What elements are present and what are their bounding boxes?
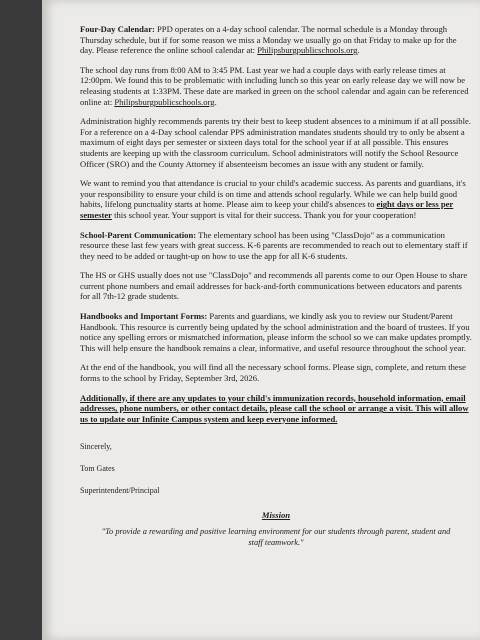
heading-handbooks-forms: Handbooks and Important Forms: xyxy=(80,311,208,322)
paragraph-contact-updates: Additionally, if there are any updates to your child's immunization records, household information, email addresses, phone numbers, or other contact details, please call the school or arrange a visit. This will allow us to update our Infinite Campus system and keep everyone informed. xyxy=(80,392,469,424)
mission-statement: "To provide a rewarding and positive learning environment for our students through parent, student and staff teamwork." xyxy=(101,527,451,547)
closing-text: Sincerely, xyxy=(80,442,112,452)
paragraph-calendar: Four-Day Calendar: PPD operates on a 4-day school calendar. The normal schedule is a Monday through Thursday schedule, but if for some reason we miss a Monday we usually go on that Friday to make up for the day. Please reference the online school calendar at: Philipsburgpublicschools.org. xyxy=(80,24,457,56)
letter-body xyxy=(80,24,472,548)
paragraph-absences: Administration highly recommends parents try their best to keep student absences to a minimum if at all possible. For a reference on a 4-Day school calendar PPS administration mandates students should try to only be absent a maximum of eight days per semester or sixteen days total for the school year if at all possible. This ensures students are keeping up with the classroom curriculum. School administrators will notify the School Resource Officer (SRO) and the County Attorney if absenteeism becomes an issue with any student or family. xyxy=(80,116,471,169)
mission-heading: Mission xyxy=(261,510,291,521)
paragraph-handbooks: Handbooks and Important Forms: Parents and guardians, we kindly ask you to review our Student/Parent Handbook. This resource is currently being updated by the school administration and the board of trustees. If you notice any spelling errors or mismatched information, please inform the school so we can make updates promptly. This will help ensure the handbook remains a clear, informative, and useful resource throughout the school year. xyxy=(80,311,472,353)
paragraph-forms-deadline: At the end of the handbook, you will find all the necessary school forms. Please sign, complete, and return these forms to the school by Friday, September 3rd, 2026. xyxy=(80,362,466,384)
paragraph-communication: School-Parent Communication: The elementary school has been using "ClassDojo" as a communication resource these last few years with great success. K-6 parents are recommended to reach out to elementary staff if they need to be added or taught-up on how to use the app for all K-6 students. xyxy=(80,229,468,261)
heading-four-day-calendar: Four-Day Calendar: xyxy=(80,24,155,34)
website-link[interactable]: Philipsburgpublicschools.org xyxy=(114,96,215,107)
website-link[interactable]: Philipsburgpublicschools.org xyxy=(257,45,358,56)
signoff xyxy=(80,442,472,496)
heading-school-parent-communication: School-Parent Communication: xyxy=(80,229,197,240)
paragraph-hs-communication: The HS or GHS usually does not use "ClassDojo" and recommends all parents come to our Open House to share current phone numbers and email addresses for back-and-forth communications between educators and parents for all 7th-12 grade students. xyxy=(80,270,468,302)
paragraph-attendance: We want to remind you that attendance is crucial to your child's academic success. As parents and guardians, it's your responsibility to ensure your child is on time and attends school regularly. While we can help build good habits, lifelong punctuality starts at home. Please aim to keep your child's absences to eight days or less per semester this school year. Your support is vital for their success. Thank you for your cooperation! xyxy=(80,178,466,220)
signer-name: Tom Gates xyxy=(80,464,115,474)
document-page xyxy=(42,0,480,640)
paragraph-school-day: The school day runs from 8:00 AM to 3:45 PM. Last year we had a couple days with early release times at 12:00pm. We found this to be problematic with including lunch so this year on early release day we will now be releasing students at 1:33PM. These date are marked in green on the school calendar and again can be referenced online at: Philipsburgpublicschools.org. xyxy=(80,64,469,107)
emphasis-absence-limit: eight days or less per semester xyxy=(80,199,454,220)
signer-title: Superintendent/Principal xyxy=(80,486,160,496)
